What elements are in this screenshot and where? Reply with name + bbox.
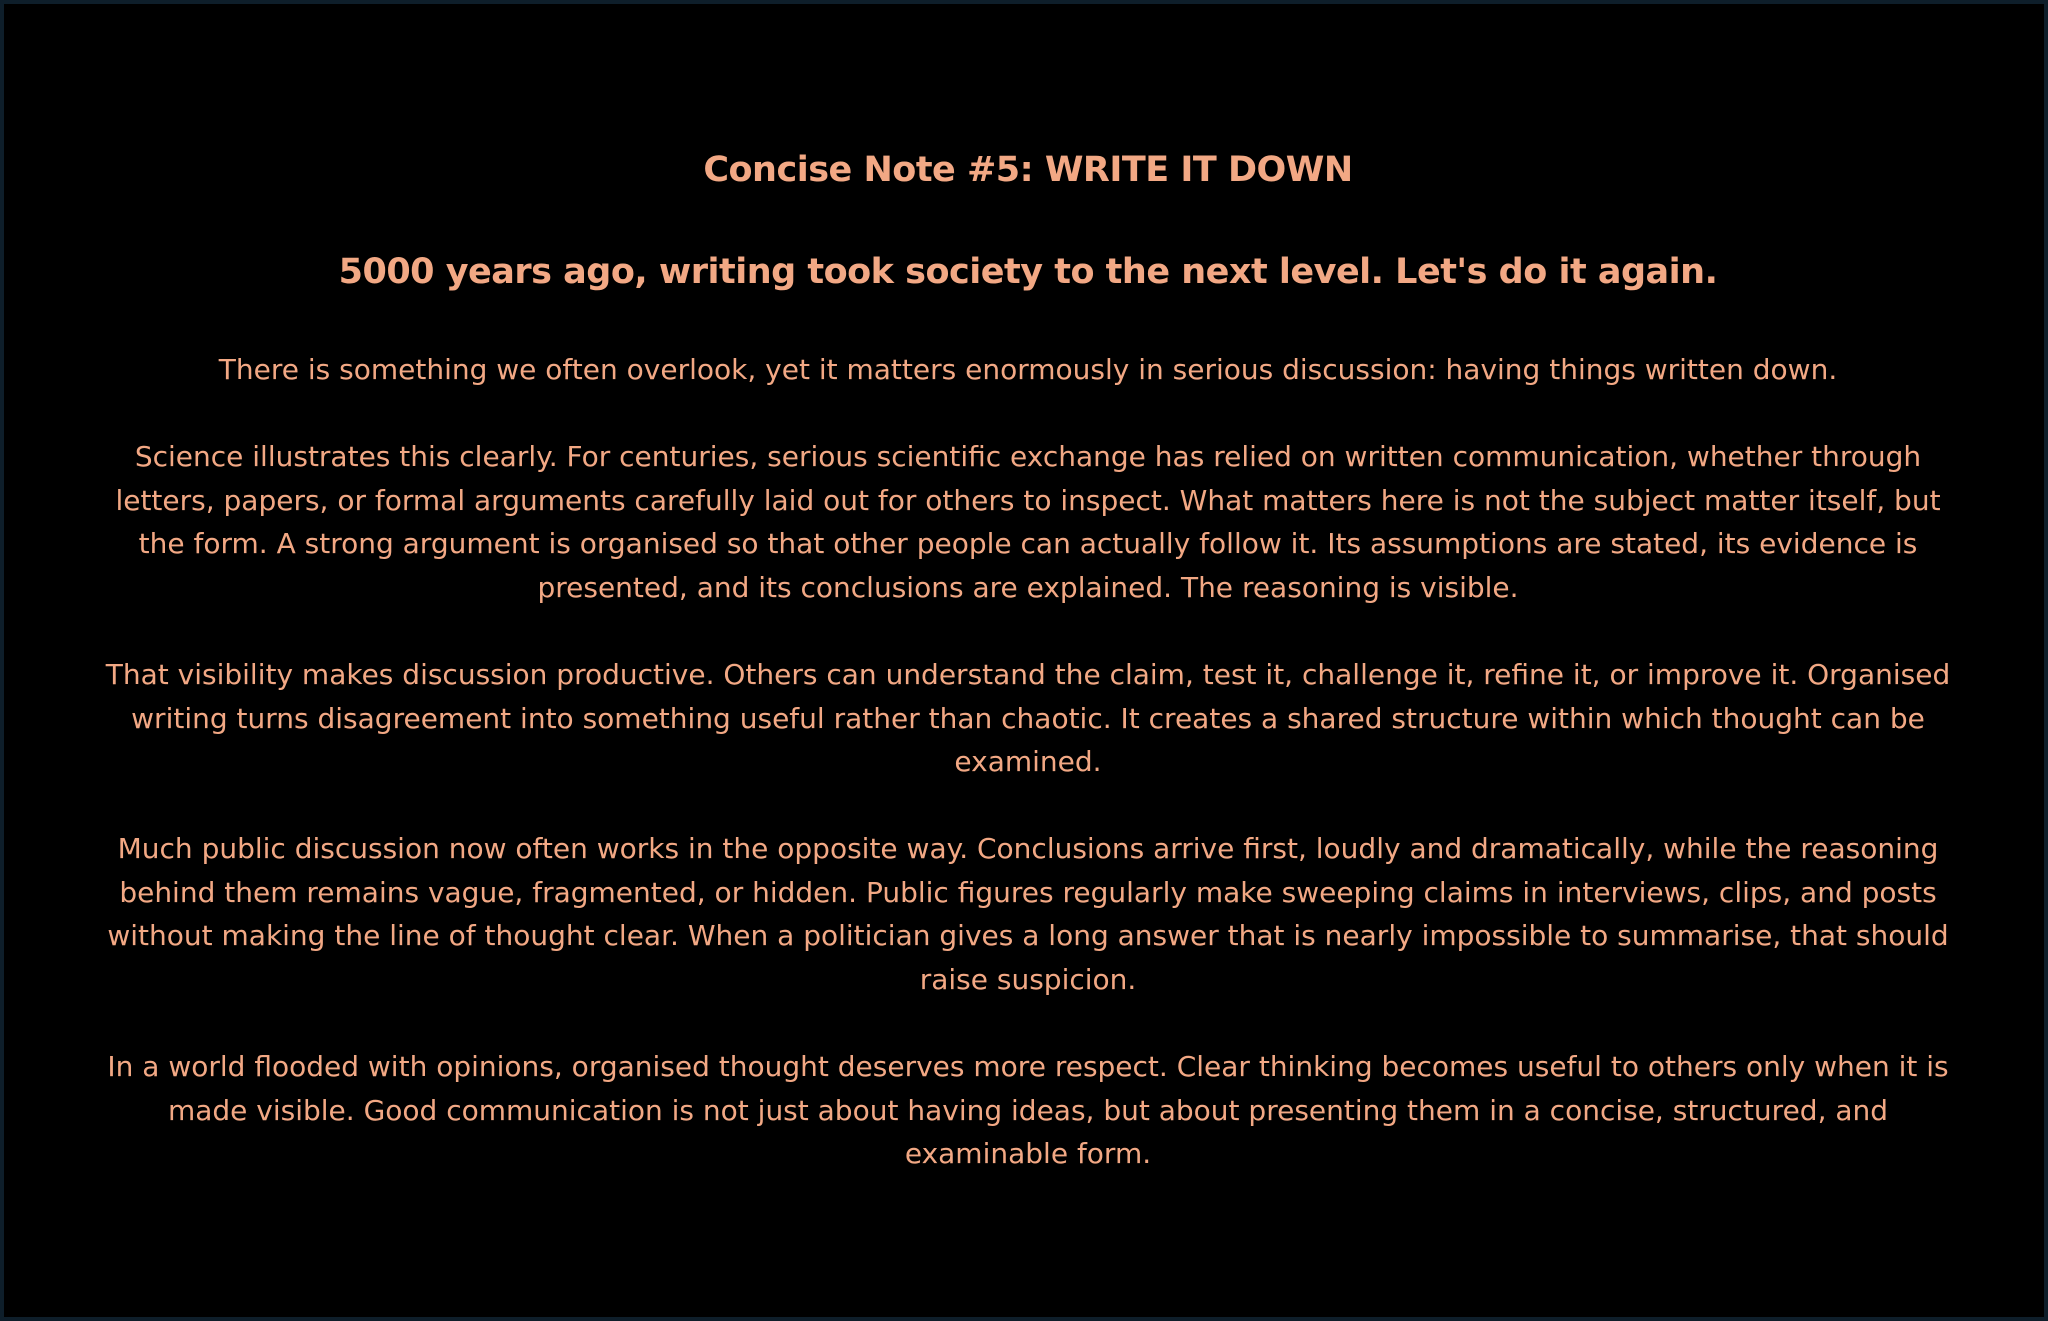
paragraph-4: Much public discussion now often works in the opposite way. Conclusions arrive first, loudly and dramatically, while the reasoning behind them remains vague, fragmented, or hidden. Public figures regularly make sweeping claims in interviews, clips, and posts without making the line of thought clear. When a politician gives a long answer that is nearly impossible to summarise, that should raise suspicion. — [107, 832, 1949, 996]
paragraph-1: There is something we often overlook, yet it matters enormously in serious discussion: having things written down. — [218, 353, 1838, 386]
note-title: Concise Note #5: WRITE IT DOWN — [703, 150, 1353, 190]
paragraph-2: Science illustrates this clearly. For centuries, serious scientific exchange has relied on written communication, whether through letters, papers, or formal arguments carefully laid out for others to inspect. What matters here is not the subject matter itself, but the form. A strong argument is organised so that other people can actually follow it. Its assumptions are stated, its evidence is presented, and its conclusions are explained. The reasoning is visible. — [115, 440, 1941, 604]
paragraph-5: In a world flooded with opinions, organised thought deserves more respect. Clear thinking becomes useful to others only when it is made visible. Good communication is not just about having ideas, but about presenting them in a concise, structured, and examinable form. — [107, 1050, 1949, 1171]
paragraph-3: That visibility makes discussion productive. Others can understand the claim, test it, challenge it, refine it, or improve it. Organised writing turns disagreement into something useful rather than chaotic. It creates a shared structure within which thought can be examined. — [105, 658, 1951, 779]
note-subtitle: 5000 years ago, writing took society to the next level. Let's do it again. — [338, 252, 1718, 292]
